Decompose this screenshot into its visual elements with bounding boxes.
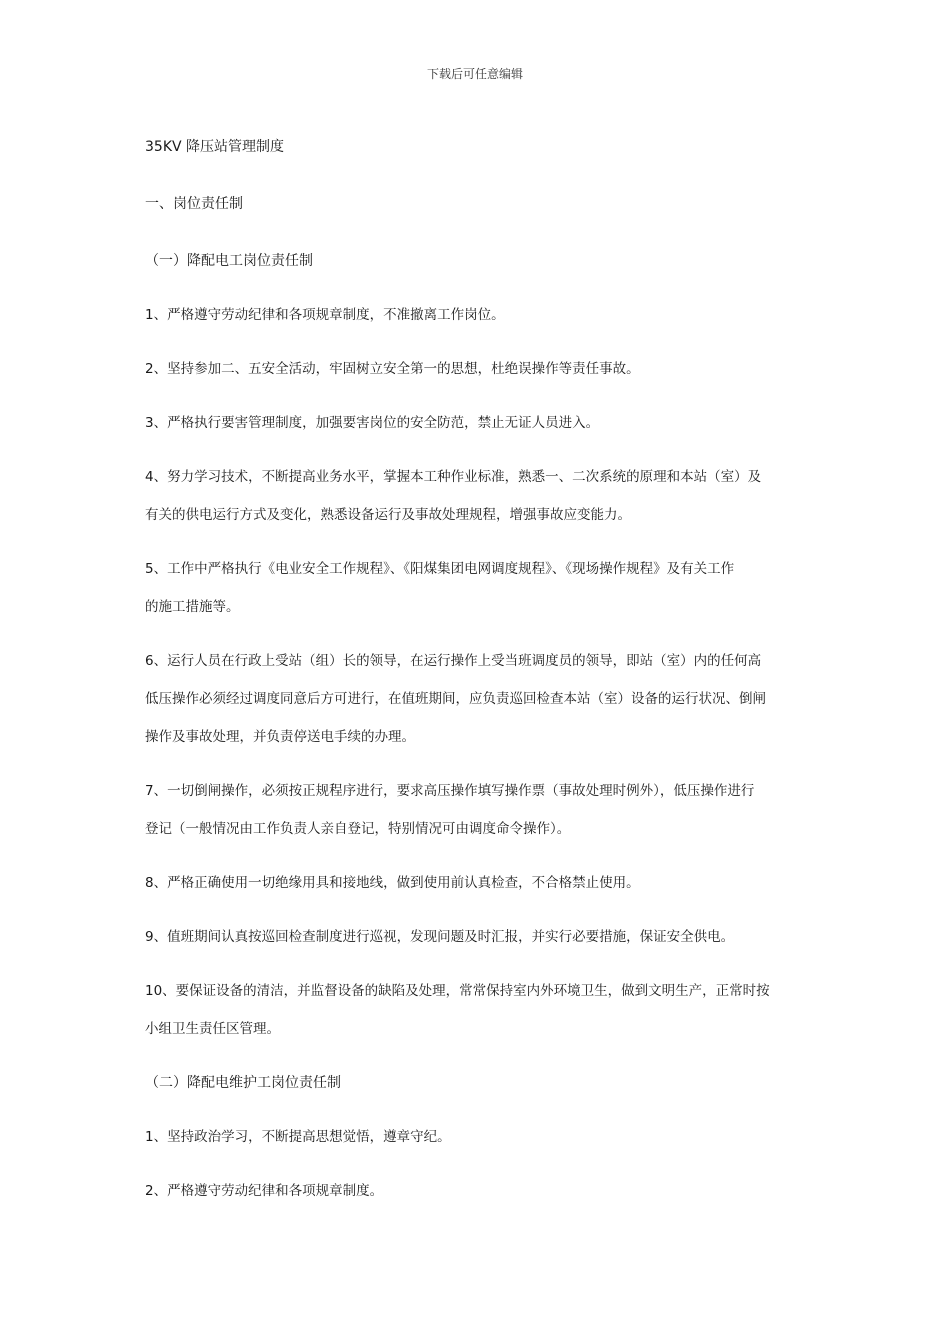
- list-item: [145, 550, 815, 626]
- subsection-heading: （二）降配电维护工岗位责任制: [145, 1075, 341, 1091]
- list-item: [145, 864, 815, 902]
- list-item: [145, 642, 815, 756]
- list-item: [145, 1172, 815, 1210]
- subsection-heading: （一）降配电工岗位责任制: [145, 253, 313, 269]
- item-line: 1、坚持政治学习，不断提高思想觉悟，遵章守纪。: [145, 1129, 451, 1145]
- list-item: [145, 772, 815, 848]
- item-line: 3、严格执行要害管理制度，加强要害岗位的安全防范，禁止无证人员进入。: [145, 415, 600, 431]
- document-title: 35KV 降压站管理制度: [145, 139, 285, 155]
- item-line: 操作及事故处理，并负责停送电手续的办理。: [145, 729, 415, 745]
- item-line: 的施工措施等。: [145, 599, 240, 615]
- list-item: [145, 1118, 815, 1156]
- list-item: [145, 972, 815, 1048]
- item-line: 7、一切倒闸操作，必须按正规程序进行，要求高压操作填写操作票（事故处理时例外），低压操作进行: [145, 783, 755, 799]
- item-line: 登记（一般情况由工作负责人亲自登记，特别情况可由调度命令操作）。: [145, 821, 571, 837]
- item-list: [145, 1102, 815, 1210]
- item-line: 1、严格遵守劳动纪律和各项规章制度，不准撤离工作岗位。: [145, 307, 505, 323]
- item-line: 5、工作中严格执行《电业安全工作规程》、《阳煤集团电网调度规程》、《现场操作规程》及有关工作: [145, 561, 735, 577]
- document-body: [145, 128, 815, 1210]
- item-list: [145, 280, 815, 1048]
- item-line: 8、严格正确使用一切绝缘用具和接地线，做到使用前认真检查，不合格禁止使用。: [145, 875, 640, 891]
- item-line: 4、努力学习技术，不断提高业务水平，掌握本工种作业标准，熟悉一、二次系统的原理和本站（室）及: [145, 469, 762, 485]
- list-item: [145, 350, 815, 388]
- item-line: 小组卫生责任区管理。: [145, 1021, 280, 1037]
- header-note: 下载后可任意编辑: [426, 67, 523, 81]
- list-item: [145, 404, 815, 442]
- item-line: 低压操作必须经过调度同意后方可进行，在值班期间，应负责巡回检查本站（室）设备的运行状况、倒闸: [145, 691, 766, 707]
- item-line: 6、运行人员在行政上受站（组）长的领导，在运行操作上受当班调度员的领导，即站（室）内的任何高: [145, 653, 762, 669]
- item-line: 10、要保证设备的清洁，并监督设备的缺陷及处理，常常保持室内外环境卫生，做到文明生产，正常时按: [145, 983, 770, 999]
- item-line: 2、坚持参加二、五安全活动，牢固树立安全第一的思想，杜绝误操作等责任事故。: [145, 361, 640, 377]
- section-heading: 一、岗位责任制: [145, 196, 243, 212]
- item-line: 有关的供电运行方式及变化，熟悉设备运行及事故处理规程，增强事故应变能力。: [145, 507, 631, 523]
- item-line: 2、严格遵守劳动纪律和各项规章制度。: [145, 1183, 384, 1199]
- list-item: [145, 918, 815, 956]
- list-item: [145, 296, 815, 334]
- list-item: [145, 458, 815, 534]
- item-line: 9、值班期间认真按巡回检查制度进行巡视，发现问题及时汇报，并实行必要措施，保证安全供电。: [145, 929, 735, 945]
